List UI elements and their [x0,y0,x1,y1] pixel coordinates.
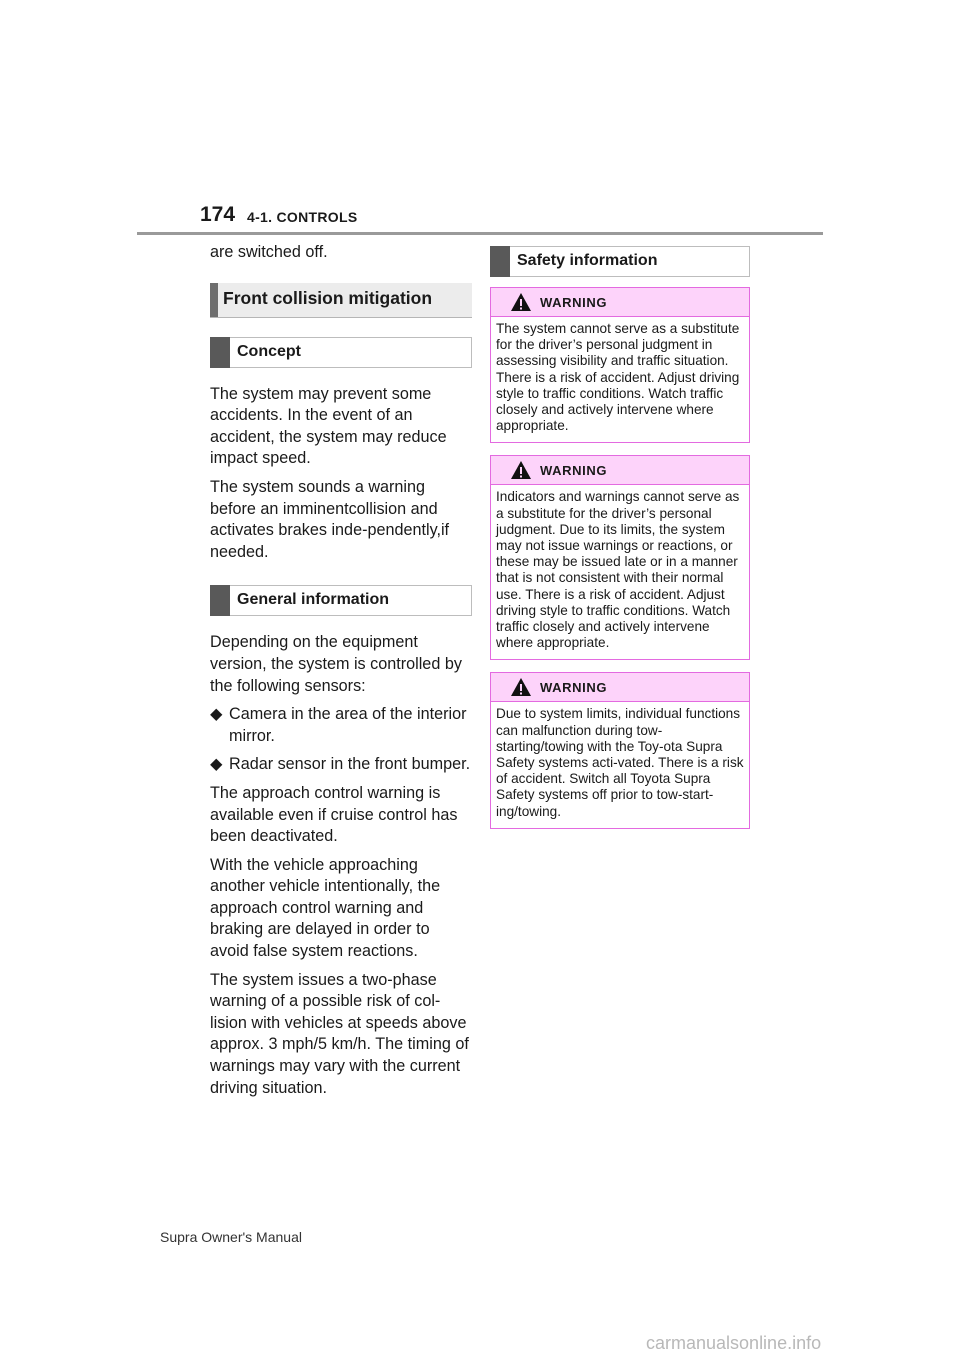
general-paragraph: The approach control warning is available even if cruise control has been deactivated. [210,783,458,846]
footer-manual-title: Supra Owner's Manual [160,1229,302,1245]
warning-text: The system cannot serve as a substitute for the driver’s personal judgment in assessing visibility and traffic situation. There is a risk of accident. Adjust driving style to traffic conditions. Watch traffic closely and actively intervene where appropriate. [496,321,740,434]
warning-label: WARNING [540,680,608,696]
warning-header [491,288,749,317]
subheading-bar [210,337,230,368]
subheading-text: General information [237,591,390,609]
left-column [210,240,472,1106]
subheading-text: Safety information [517,252,658,269]
warning-header [491,456,749,485]
warning-triangle-icon [510,677,532,697]
warning-box [490,287,750,443]
list-item [210,754,472,776]
heading-bar [210,283,218,317]
header-rule [137,232,823,235]
section-label: 4-1. CONTROLS [247,209,358,225]
intro-text: are switched off. [210,243,328,261]
warning-triangle-icon [510,460,532,480]
right-column [490,246,750,841]
subheading-bar [490,246,510,277]
warning-triangle-icon [510,292,532,312]
general-paragraph: With the vehicle approaching another vehicle intentionally, the approach control warning and braking are delayed in order to avoid false system reactions. [210,855,441,961]
list-item [210,704,472,747]
warning-header [491,673,749,702]
page-number: 174 [200,203,236,226]
section-heading-text: Front collision mitigation [223,287,433,308]
subheading-general-information [210,585,472,616]
watermark: carmanualsonline.info [646,1333,822,1353]
warning-label: WARNING [540,463,608,479]
general-intro: Depending on the equipment version, the system is controlled by the following sensors: [210,633,462,695]
warning-box [490,455,750,660]
general-paragraph: The system issues a two-phase warning of a possible risk of col-lision with vehicles at speeds above approx. 3 mph/5 km/h. The timing of warnings may vary with the current driving situation. [210,970,469,1097]
warning-box [490,672,750,828]
subheading-text: Concept [237,342,301,360]
list-item-text: Camera in the area of the interior mirror. [229,705,467,745]
warning-text: Due to system limits, individual functions can malfunction during tow-starting/towing with the Toy-ota Supra Safety systems acti-vated. There is a risk of accident. Switch all Toyota Supra Safety systems off prior to tow-start-ing/towing. [496,706,744,819]
subheading-concept [210,337,472,368]
subheading-safety-information [490,246,750,277]
diamond-bullet-icon: ◆ [210,755,223,774]
concept-paragraph: The system sounds a warning before an imminentcollision and activates brakes inde-pendently,if needed. [210,477,450,561]
warning-label: WARNING [540,295,608,310]
diamond-bullet-icon: ◆ [210,705,223,724]
list-item-text: Radar sensor in the front bumper. [229,755,471,774]
warning-text: Indicators and warnings cannot serve as a substitute for the driver’s personal judgment. Due to its limits, the system may not issue warnings or reactions, or these may be issued late or in a manner that is not consistent with their normal use. There is a risk of accident. Adjust driving style to traffic conditions. Watch traffic closely and actively intervene where appropriate. [496,489,740,651]
section-heading-front-collision [210,283,472,318]
concept-paragraph: The system may prevent some accidents. In the event of an accident, the system may reduce impact speed. [210,384,447,468]
subheading-bar [210,585,230,616]
